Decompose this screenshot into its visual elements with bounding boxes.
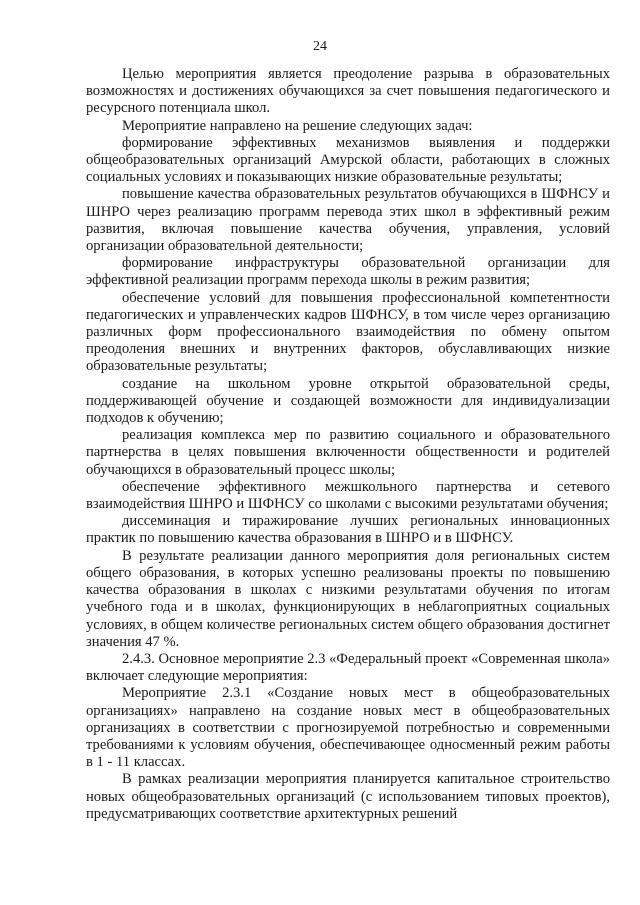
paragraph-measure-2-3-1: Мероприятие 2.3.1 «Создание новых мест в общеобразовательных организациях» направлено на создание новых мест в общеобразовательных организациях в соответствии с прогнозируемой потребностью и современными требованиями к условиям обучения, обеспечивающее односменный режим работы в 1 - 11 классах. [86, 685, 610, 771]
page-number: 24 [313, 39, 327, 54]
paragraph-result: В результате реализации данного мероприятия доля региональных систем общего образования, в которых успешно реализованы проекты по повышению качества образования в школах с низкими результатами обучения по итогам учебного года и в школах, функционирующих в неблагоприятных социальных условиях, в общем количестве региональных систем общего образования достигнет значения 47 %. [86, 547, 610, 650]
paragraph-task-4: обеспечение условий для повышения профессиональной компетентности педагогических и управленческих кадров ШФНСУ, в том числе через организацию различных форм профессионального взаимодействия по обмену опытом преодоления внешних и внутренних факторов, обуславливающих низкие образовательные результаты; [86, 289, 610, 375]
paragraph-task-7: обеспечение эффективного межшкольного партнерства и сетевого взаимодействия ШНРО и ШФНСУ со школами с высокими результатами обучения; [86, 478, 610, 513]
paragraph-task-5: создание на школьном уровне открытой образовательной среды, поддерживающей обучение и создающей возможности для индивидуализации подходов к обучению; [86, 375, 610, 427]
paragraph-task-1: формирование эффективных механизмов выявления и поддержки общеобразовательных организаций Амурской области, работающих в сложных социальных условиях и показывающих низкие образовательные результаты; [86, 134, 610, 186]
paragraph-task-8: диссеминация и тиражирование лучших региональных инновационных практик по повышению качества образования в ШНРО и в ШФНСУ. [86, 513, 610, 547]
document-body [86, 66, 610, 823]
paragraph-task-2: повышение качества образовательных результатов обучающихся в ШФНСУ и ШНРО через реализацию программ перевода этих школ в эффективный режим развития, включая повышение качества обучения, управления, условий организации образовательной деятельности; [86, 186, 610, 255]
paragraph-task-6: реализация комплекса мер по развитию социального и образовательного партнерства в целях повышения включенности общественности и родителей обучающихся в образовательный процесс школы; [86, 427, 610, 478]
paragraph-tasks-intro: Мероприятие направлено на решение следующих задач: [122, 117, 473, 134]
paragraph-construction: В рамках реализации мероприятия планируется капитальное строительство новых общеобразовательных организаций (с использованием типовых проектов), предусматривающих соответствие архитектурных решений [86, 771, 610, 822]
paragraph-goal: Целью мероприятия является преодоление разрыва в образовательных возможностях и достижениях обучающихся за счет повышения педагогического и ресурсного потенциала школ. [86, 66, 610, 117]
paragraph-section-2-4-3: 2.4.3. Основное мероприятие 2.3 «Федеральный проект «Современная школа» включает следующие мероприятия: [86, 650, 610, 685]
paragraph-task-3: формирование инфраструктуры образовательной организации для эффективной реализации программ перехода школы в режим развития; [86, 255, 610, 289]
